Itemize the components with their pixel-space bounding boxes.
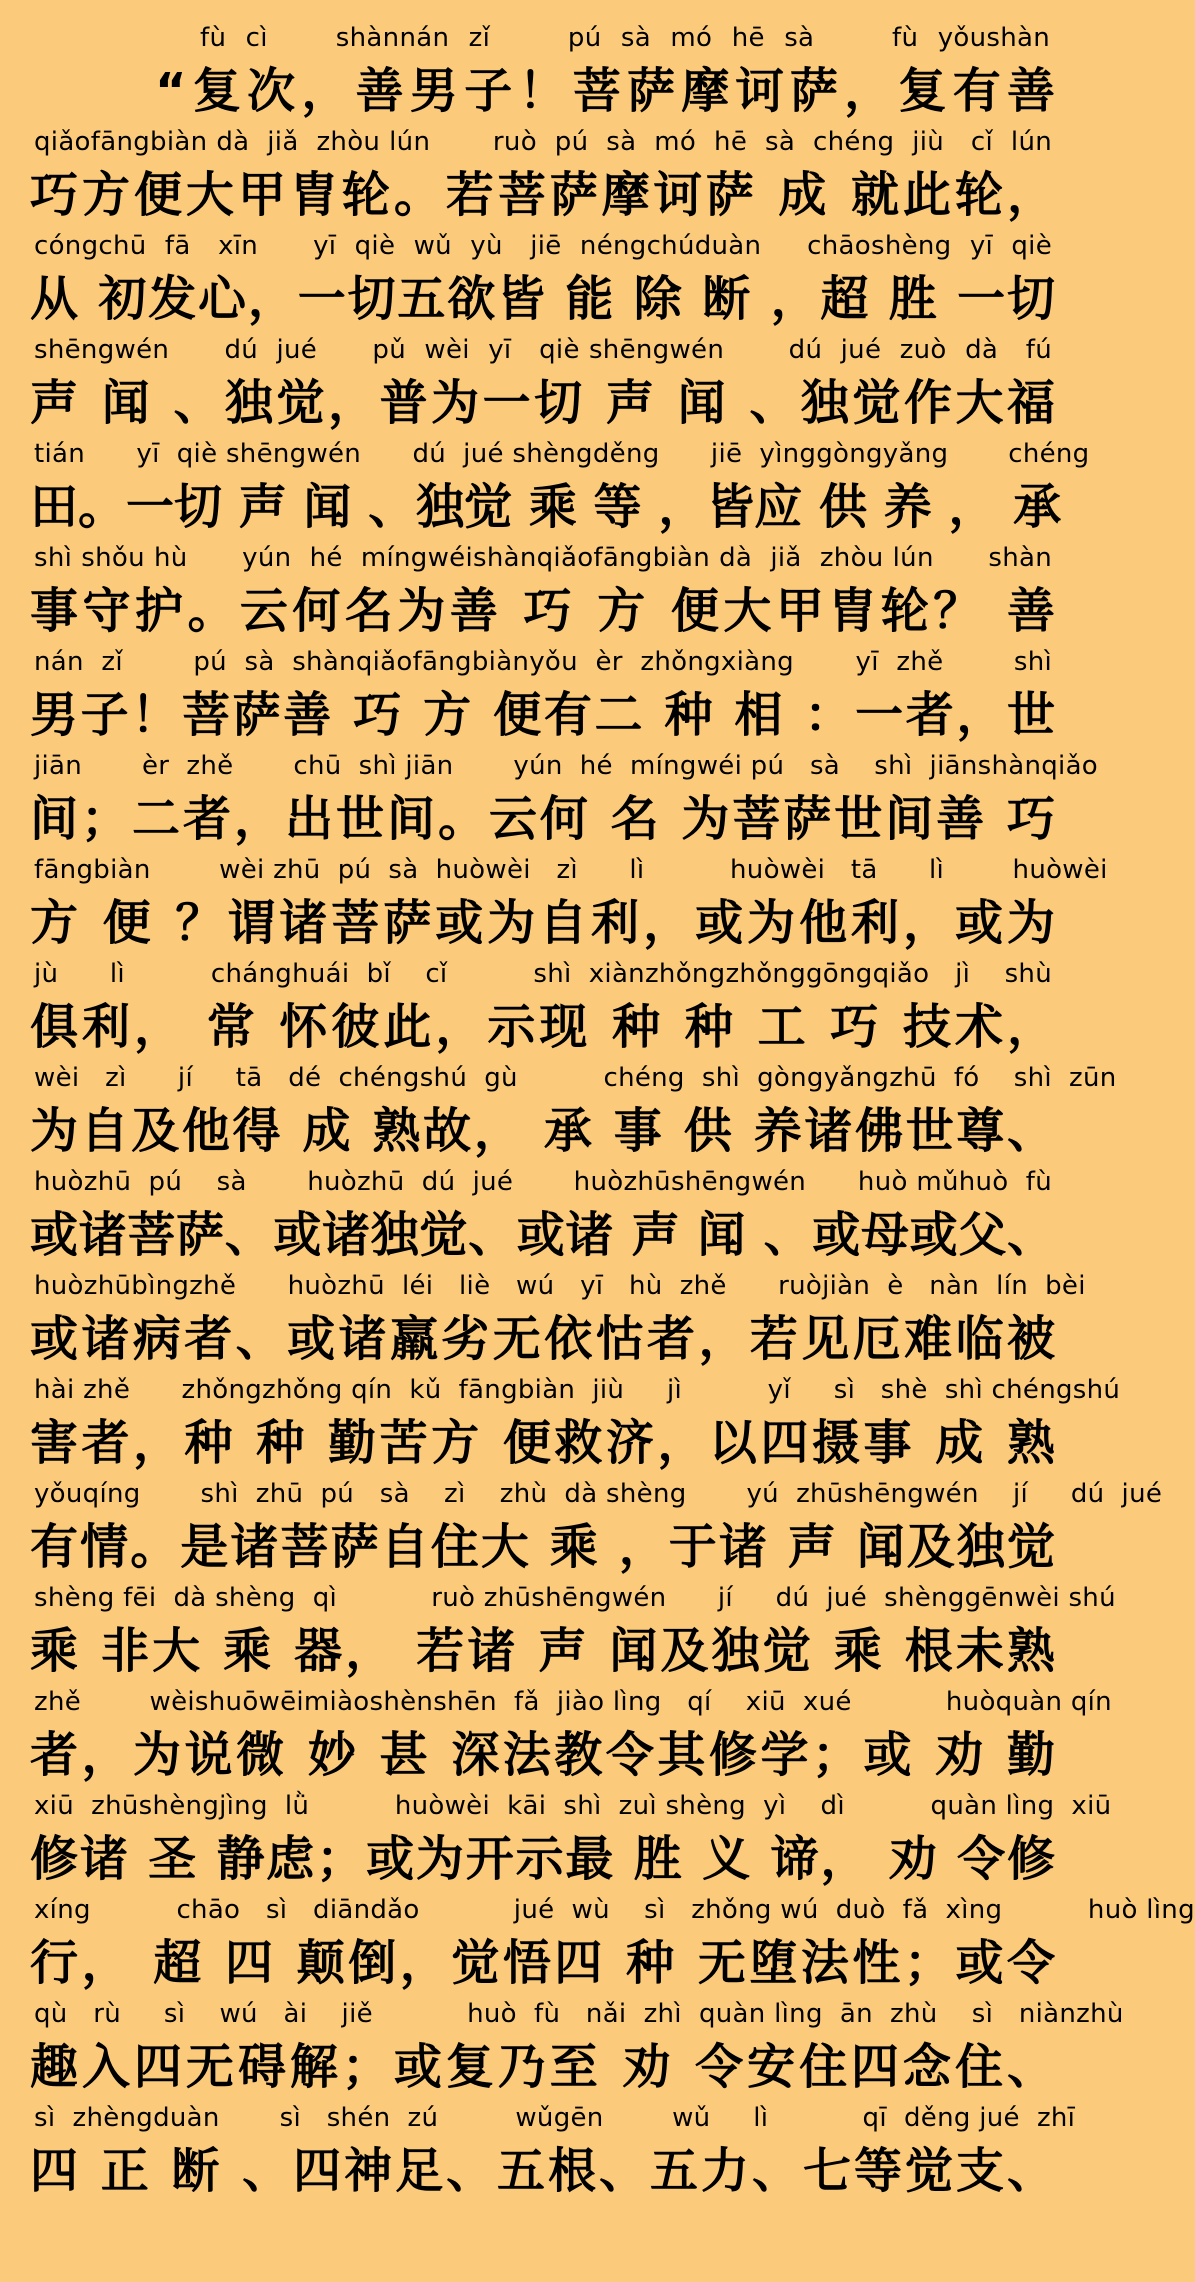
hanzi-row: 者，为说微 妙 甚 深法教令其修学；或 劝 勤 <box>30 1727 1055 1783</box>
hanzi-row: 间；二者，出世间。云何 名 为菩萨世间善 巧 <box>30 791 1055 847</box>
hanzi-row: 或诸菩萨、或诸独觉、或诸 声 闻 、或母或父、 <box>30 1207 1055 1263</box>
pinyin-row: fāngbiàn wèi zhū pú sà huòwèi zì lì huòwèi tā lì huòwèi <box>34 855 1108 885</box>
pinyin-row: huòzhū pú sà huòzhū dú jué huòzhūshēngwén huò mǔhuò fù <box>34 1167 1052 1197</box>
text-line-19 <box>30 1894 1195 1998</box>
pinyin-row: shēngwén dú jué pǔ wèi yī qiè shēngwén dú jué zuò dà fú <box>34 335 1052 365</box>
pinyin-row: xiū zhūshèngjìng lǜ huòwèi kāi shì zuì shèng yì dì quàn lìng xiū <box>34 1791 1112 1821</box>
pinyin-row: jù lì chánghuái bǐ cǐ shì xiànzhǒngzhǒnggōngqiǎo jì shù <box>34 959 1052 989</box>
pinyin-row: fù cì shànnán zǐ pú sà mó hē sà fù yǒushàn <box>200 23 1050 53</box>
text-line-13 <box>30 1270 1086 1374</box>
pinyin-row: huòzhūbìngzhě huòzhū léi liè wú yī hù zhě ruòjiàn è nàn lín bèi <box>34 1271 1086 1301</box>
text-line-15 <box>30 1478 1163 1582</box>
text-line-7 <box>30 646 1055 750</box>
hanzi-row: 田。一切 声 闻 、独觉 乘 等 ，皆应 供 养 ， 承 <box>30 479 1062 535</box>
hanzi-row: 四 正 断 、四神足、五根、五力、七等觉支、 <box>30 2143 1055 2199</box>
text-line-14 <box>30 1374 1121 1478</box>
pinyin-row: yǒuqíng shì zhū pú sà zì zhù dà shèng yú zhūshēngwén jí dú jué <box>34 1479 1163 1509</box>
pinyin-row: shì shǒu hù yún hé míngwéishànqiǎofāngbiàn dà jiǎ zhòu lún shàn <box>34 543 1052 573</box>
pinyin-row: wèi zì jí tā dé chéngshú gù chéng shì gòngyǎngzhū fó shì zūn <box>34 1063 1117 1093</box>
text-line-10 <box>30 958 1055 1062</box>
text-line-20 <box>30 1998 1124 2102</box>
text-line-4 <box>30 334 1055 438</box>
text-line-16 <box>30 1582 1116 1686</box>
hanzi-row: 从 初发心，一切五欲皆 能 除 断 ，超 胜 一切 <box>30 271 1055 327</box>
hanzi-row: 趣入四无碍解；或复乃至 劝 令安住四念住、 <box>30 2039 1055 2095</box>
hanzi-row: 害者，种 种 勤苦方 便救济，以四摄事 成 熟 <box>30 1415 1055 1471</box>
text-line-6 <box>30 542 1055 646</box>
hanzi-row: 为自及他得 成 熟故， 承 事 供 养诸佛世尊、 <box>30 1103 1055 1159</box>
hanzi-row: 俱利， 常 怀彼此，示现 种 种 工 巧 技术， <box>30 999 1055 1055</box>
pinyin-row: sì zhèngduàn sì shén zú wǔgēn wǔ lì qī děng jué zhī <box>34 2103 1076 2133</box>
pinyin-row: hài zhě zhǒngzhǒng qín kǔ fāngbiàn jiù jì yǐ sì shè shì chéngshú <box>34 1375 1121 1405</box>
pinyin-row: jiān èr zhě chū shì jiān yún hé míngwéi pú sà shì jiānshànqiǎo <box>34 751 1099 781</box>
hanzi-row: 行， 超 四 颠倒，觉悟四 种 无堕法性；或令 <box>30 1935 1055 1991</box>
hanzi-row: 事守护。云何名为善 巧 方 便大甲胄轮？ 善 <box>30 583 1055 639</box>
text-line-5 <box>30 438 1090 542</box>
text-line-8 <box>30 750 1099 854</box>
hanzi-row: 乘 非大 乘 器， 若诸 声 闻及独觉 乘 根未熟 <box>30 1623 1055 1679</box>
hanzi-row: 方 便 ？谓诸菩萨或为自利，或为他利，或为 <box>30 895 1055 951</box>
text-line-11 <box>30 1062 1117 1166</box>
pinyin-row: cóngchū fā xīn yī qiè wǔ yù jiē néngchúduàn chāoshèng yī qiè <box>34 231 1052 261</box>
hanzi-row: 修诸 圣 静虑；或为开示最 胜 义 谛， 劝 令修 <box>30 1831 1055 1887</box>
hanzi-row: 声 闻 、独觉，普为一切 声 闻 、独觉作大福 <box>30 375 1055 431</box>
pinyin-row: qù rù sì wú ài jiě huò fù nǎi zhì quàn lìng ān zhù sì niànzhù <box>34 1999 1124 2029</box>
pinyin-row: qiǎofāngbiàn dà jiǎ zhòu lún ruò pú sà mó hē sà chéng jiù cǐ lún <box>34 127 1052 157</box>
pinyin-row: tián yī qiè shēngwén dú jué shèngděng jiē yìnggòngyǎng chéng <box>34 439 1090 469</box>
hanzi-row: “复次，善男子！菩萨摩诃萨，复有善 <box>155 63 1055 119</box>
text-line-3 <box>30 230 1055 334</box>
pinyin-row: nán zǐ pú sà shànqiǎofāngbiànyǒu èr zhǒngxiàng yī zhě shì <box>34 647 1052 677</box>
text-line-17 <box>30 1686 1112 1790</box>
hanzi-row: 巧方便大甲胄轮。若菩萨摩诃萨 成 就此轮， <box>30 167 1055 223</box>
hanzi-row: 有情。是诸菩萨自住大 乘 ，于诸 声 闻及独觉 <box>30 1519 1055 1575</box>
text-line-9 <box>30 854 1108 958</box>
pinyin-row: zhě wèishuōwēimiàoshènshēn fǎ jiào lìng qí xiū xué huòquàn qín <box>34 1687 1112 1717</box>
hanzi-row: 或诸病者、或诸羸劣无依怙者，若见厄难临被 <box>30 1311 1055 1367</box>
text-line-12 <box>30 1166 1055 1270</box>
text-line-1 <box>30 22 1055 126</box>
text-line-2 <box>30 126 1055 230</box>
hanzi-row: 男子！菩萨善 巧 方 便有二 种 相 ：一者，世 <box>30 687 1055 743</box>
pinyin-row: xíng chāo sì diāndǎo jué wù sì zhǒng wú duò fǎ xìng huò lìng <box>34 1895 1195 1925</box>
text-line-21 <box>30 2102 1076 2206</box>
text-line-18 <box>30 1790 1112 1894</box>
pinyin-row: shèng fēi dà shèng qì ruò zhūshēngwén jí dú jué shènggēnwèi shú <box>34 1583 1116 1613</box>
